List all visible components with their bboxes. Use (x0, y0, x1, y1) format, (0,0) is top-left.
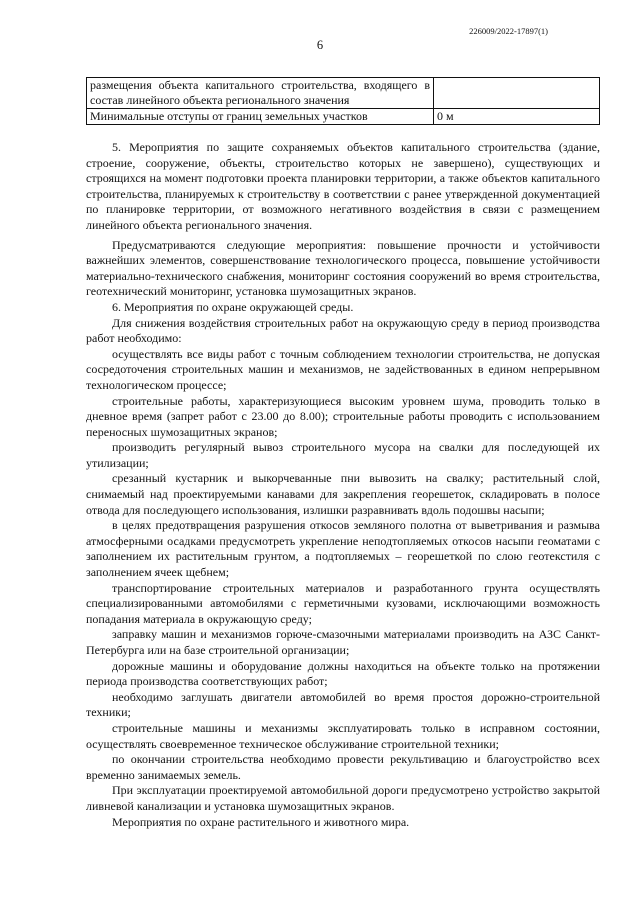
section-6-heading: 6. Мероприятия по охране окружающей среды. (112, 299, 354, 314)
section-5-paragraph: 5. Мероприятия по защите сохраняемых объектов капитального строительства (здание, строение, сооружение, объекты, строительство которых не завершено), существующих и строящихся на момент подготовки проекта планировки территории, а также объектов капитального строительства, планируемых к строительству в соответствии с ранее утвержденной документацией по планировке территории, от возможного негативного воздействия в связи с размещением линейного объекта регионального значения. (86, 140, 600, 232)
table-row (87, 109, 600, 125)
list-item: строительные работы, характеризующиеся высоким уровнем шума, проводить только в дневное время (запрет работ с 23.00 до 8.00); строительные работы проводить с использованием переносных шумозащитных экранов; (86, 393, 600, 439)
document-body (86, 140, 600, 830)
paragraph: При эксплуатации проектируемой автомобильной дороги предусмотрено устройство закрытой ливневой канализации и установка шумозащитных экранов. (86, 783, 600, 813)
table-cell (434, 78, 600, 109)
table-cell: 0 м (434, 109, 600, 125)
table-cell: размещения объекта капитального строительства, входящего в состав линейного объекта регионального значения (87, 78, 434, 109)
list-item: строительные машины и механизмы эксплуатировать только в исправном состоянии, осуществлять своевременное техническое обслуживание строительной техники; (86, 720, 600, 751)
list-item: срезанный кустарник и выкорчеванные пни вывозить на свалку; растительный слой, снимаемый над проектируемыми канавами для закрепления георешеток, складировать в полосе отвода для последующего использования, излишки разравнивать вдоль подошвы насыпи; (86, 471, 600, 517)
paragraph: Для снижения воздействия строительных работ на окружающую среду в период производства работ необходимо: (86, 315, 600, 346)
document-id: 226009/2022-17897(1) (469, 26, 548, 36)
paragraph: Предусматриваются следующие мероприятия: повышение прочности и устойчивости важнейших элементов, совершенствование технологического процесса, повышение устойчивости материально-технического снабжения, мониторинг состояния сооружений во время строительства, геотехнический мониторинг, установка шумозащитных экранов. (86, 237, 600, 299)
list-item: заправку машин и механизмов горюче-смазочными материалами производить на АЗС Санкт-Петербурга или на базе строительной организации; (86, 627, 600, 657)
parameters-table (86, 77, 600, 125)
list-item: транспортирование строительных материалов и разработанного грунта осуществлять специализированными автомобилями с герметичными кузовами, исключающими возможность попадания материала в окружающую среду; (86, 580, 600, 626)
paragraph: Мероприятия по охране растительного и животного мира. (112, 814, 410, 829)
table-cell: Минимальные отступы от границ земельных участков (87, 109, 434, 125)
list-item: в целях предотвращения разрушения откосов земляного полотна от выветривания и размыва атмосферными осадками предусмотреть укрепление неподтопляемых откосов насыпи геоматами с заполнением их растительным грунтом, а подтопляемых – георешеткой по слою геотекстиля с заполнением ячеек щебнем; (86, 518, 600, 580)
list-item: производить регулярный вывоз строительного мусора на свалки для последующей их утилизации; (86, 440, 600, 470)
list-item: дорожные машины и оборудование должны находиться на объекте только на протяжении периода производства соответствующих работ; (86, 658, 600, 689)
list-item: необходимо заглушать двигатели автомобилей во время простоя дорожно-строительной техники; (86, 689, 600, 720)
table-row (87, 78, 600, 109)
page-number: 6 (316, 38, 324, 52)
list-item: осуществлять все виды работ с точным соблюдением технологии строительства, не допуская сосредоточения строительных машин и механизмов, не задействованных в едином непрерывном технологическом процессе; (86, 346, 600, 392)
list-item: по окончании строительства необходимо провести рекультивацию и благоустройство всех временно занимаемых земель. (86, 752, 600, 782)
